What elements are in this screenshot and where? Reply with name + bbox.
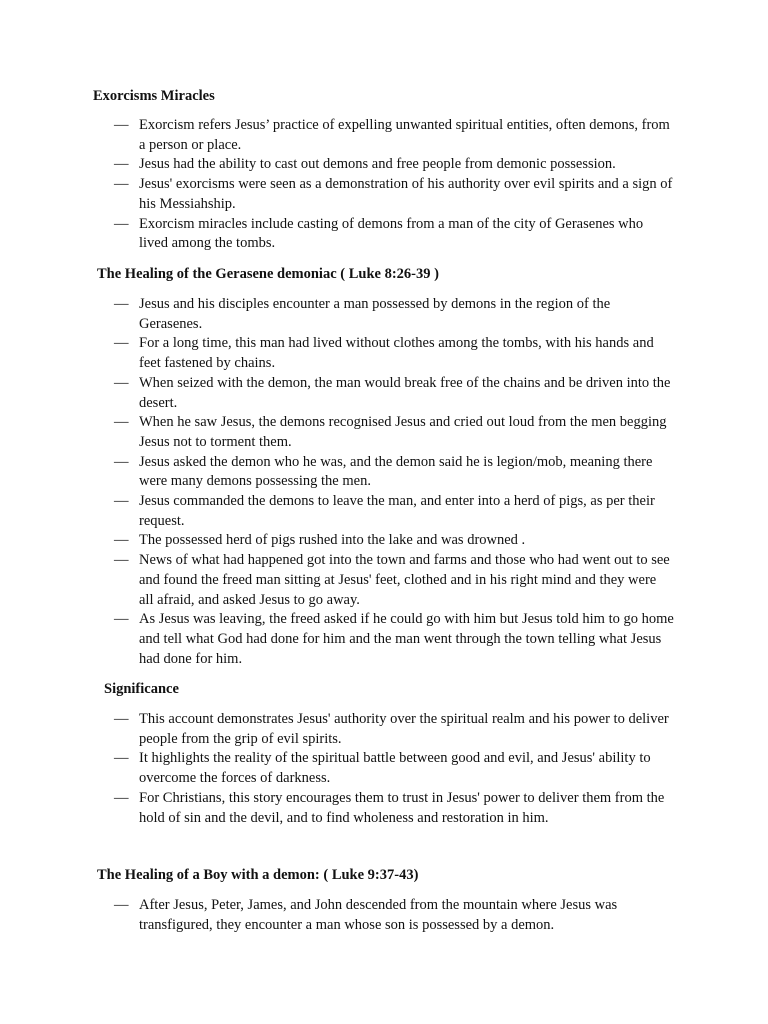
list-item-text: Jesus asked the demon who he was, and the demon said he is legion/mob, meaning there were many demons possessing the men.	[139, 453, 653, 490]
dash-bullet: —	[114, 374, 129, 391]
exorcisms-bullet-list	[114, 116, 674, 254]
list-item	[114, 531, 674, 551]
list-item-text: When he saw Jesus, the demons recognised Jesus and cried out loud from the men begging Jesus not to torment them.	[139, 414, 667, 450]
list-item	[114, 155, 674, 175]
list-item-text: Jesus commanded the demons to leave the man, and enter into a herd of pigs, as per their request.	[139, 493, 655, 529]
significance-bullet-list	[114, 710, 674, 828]
dash-bullet: —	[114, 453, 129, 470]
dash-bullet: —	[114, 414, 129, 431]
list-item-text: The possessed herd of pigs rushed into the lake and was drowned .	[139, 532, 526, 549]
list-item	[114, 896, 674, 935]
list-item	[114, 175, 674, 214]
dash-bullet: —	[114, 789, 129, 806]
list-item-text: Exorcism refers Jesus’ practice of expelling unwanted spiritual entities, often demons, from a person or place.	[139, 117, 670, 153]
dash-bullet: —	[114, 176, 129, 193]
section-heading-gerasene-demoniac: The Healing of the Gerasene demoniac ( Luke 8:26-39 )	[97, 266, 439, 282]
dash-bullet: —	[114, 552, 129, 569]
list-item-text: This account demonstrates Jesus' authority over the spiritual realm and his power to deliver people from the grip of evil spirits.	[139, 711, 669, 747]
list-item-text: It highlights the reality of the spiritual battle between good and evil, and Jesus' ability to overcome the forces of darkness.	[139, 750, 651, 787]
list-item	[114, 116, 674, 155]
dash-bullet: —	[114, 493, 129, 510]
dash-bullet: —	[114, 296, 129, 312]
dash-bullet: —	[114, 711, 129, 727]
list-item-text: Jesus had the ability to cast out demons and free people from demonic possession.	[139, 156, 616, 173]
list-item	[114, 215, 674, 254]
list-item	[114, 295, 674, 334]
list-item	[114, 492, 674, 531]
dash-bullet: —	[114, 532, 129, 549]
list-item-text: News of what had happened got into the town and farms and those who had went out to see and found the freed man sitting at Jesus' feet, clothed and in his right mind and they were all afraid, and asked Jesus to go away.	[139, 552, 670, 608]
list-item	[114, 413, 674, 452]
list-item-text: When seized with the demon, the man would break free of the chains and be driven into the desert.	[139, 374, 671, 411]
dash-bullet: —	[114, 611, 129, 628]
dash-bullet: —	[114, 750, 129, 767]
list-item-text: Jesus and his disciples encounter a man possessed by demons in the region of the Gerasenes.	[139, 296, 611, 332]
dash-bullet: —	[114, 897, 129, 913]
list-item	[114, 749, 674, 788]
list-item	[114, 789, 674, 828]
boy-with-demon-bullet-list	[114, 896, 674, 935]
dash-bullet: —	[114, 215, 129, 232]
section-heading-significance: Significance	[104, 681, 179, 697]
list-item-text: Jesus' exorcisms were seen as a demonstration of his authority over evil spirits and a sign of his Messiahship.	[139, 176, 673, 212]
list-item-text: For Christians, this story encourages them to trust in Jesus' power to deliver them from the hold of sin and the devil, and to find wholeness and restoration in him.	[139, 789, 665, 826]
list-item	[114, 374, 674, 413]
list-item	[114, 610, 674, 669]
list-item-text: Exorcism miracles include casting of demons from a man of the city of Gerasenes who lived among the tombs.	[139, 215, 644, 252]
list-item	[114, 710, 674, 749]
dash-bullet: —	[114, 117, 129, 133]
dash-bullet: —	[114, 156, 129, 173]
list-item	[114, 453, 674, 492]
list-item-text: After Jesus, Peter, James, and John descended from the mountain where Jesus was transfigured, they encounter a man whose son is possessed by a demon.	[139, 897, 618, 933]
gerasene-bullet-list	[114, 295, 674, 669]
list-item-text: For a long time, this man had lived without clothes among the tombs, with his hands and feet fastened by chains.	[139, 335, 654, 372]
section-heading-boy-with-demon: The Healing of a Boy with a demon: ( Luke 9:37-43)	[97, 867, 419, 883]
list-item	[114, 551, 674, 610]
dash-bullet: —	[114, 335, 129, 352]
list-item	[114, 334, 674, 373]
section-heading-exorcisms-miracles: Exorcisms Miracles	[93, 88, 215, 104]
list-item-text: As Jesus was leaving, the freed asked if he could go with him but Jesus told him to go home and tell what God had done for him and the man went through the town telling what Jesus had done for him.	[139, 611, 674, 667]
